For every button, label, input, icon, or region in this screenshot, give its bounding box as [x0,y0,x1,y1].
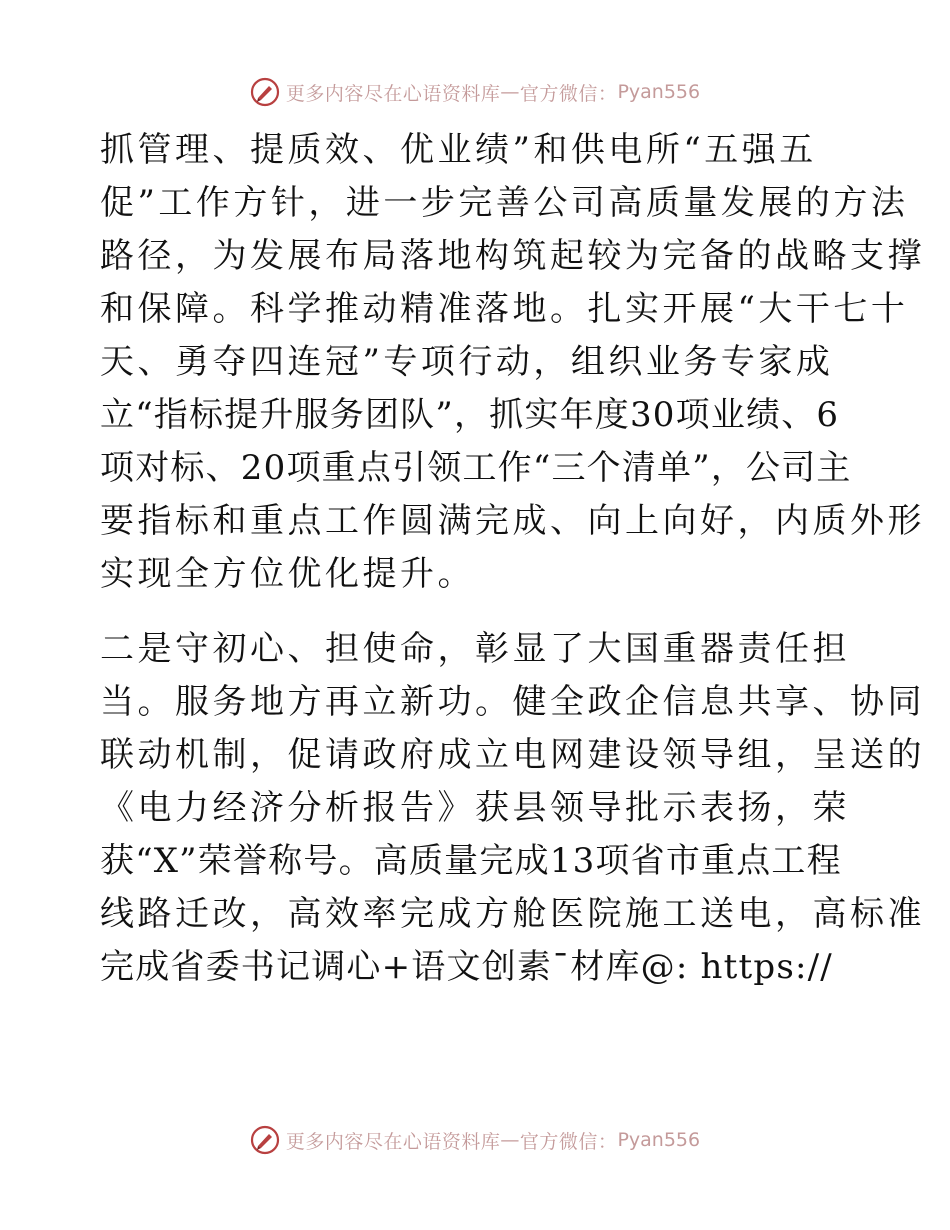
text-line: 要指标和重点工作圆满完成、向上向好，内质外形 [100,501,925,541]
header-banner-text: 更多内容尽在心语资料库 [285,82,501,105]
header-banner [0,72,950,112]
footer-official-label: 官方微信： [519,1130,618,1153]
text-line: 二是守初心、担使命，彰显了大国重器责任担 [100,629,850,669]
header-official-label: 官方微信： [519,82,618,105]
text-line: 和保障。科学推动精准落地。扎实开展“大干七十 [100,289,909,329]
footer-banner [0,1120,950,1160]
text-line: 联动机制，促请政府成立电网建设领导组，呈送的 [100,735,925,775]
header-banner-dash: — [500,81,520,103]
text-line: 获“X”荣誉称号。高质量完成13项省市重点工程 [100,841,842,881]
text-line: 线路迁改，高效率完成方舱医院施工送电，高标准 [100,894,925,934]
pen-logo-icon [250,1125,280,1155]
paragraph-1 [100,124,925,601]
paragraph-2 [100,623,925,994]
text-line: 立“指标提升服务团队”，抓实年度30项业绩、6 [100,395,840,435]
text-line: 实现全方位优化提升。 [100,554,475,594]
text-line: 当。服务地方再立新功。健全政企信息共享、协同 [100,682,925,722]
text-line: 抓管理、提质效、优业绩”和供电所“五强五 [100,130,817,170]
footer-banner-text: 更多内容尽在心语资料库 [285,1130,501,1153]
document-body [100,124,925,994]
text-line: 项对标、20项重点引领工作“三个清单”，公司主 [100,448,852,488]
text-line: 完成省委书记调心+语文创素¯材库@: https:// [100,947,833,987]
text-line: 天、勇夺四连冠”专项行动，组织业务专家成 [100,342,834,382]
header-wechat-id: Pyan556 [617,81,701,103]
text-line: 路径，为发展布局落地构筑起较为完备的战略支撑 [100,236,925,276]
footer-banner-dash: — [500,1129,520,1151]
text-line: 促”工作方针，进一步完善公司高质量发展的方法 [100,183,909,223]
pen-logo-icon [250,77,280,107]
text-line: 《电力经济分析报告》获县领导批示表扬，荣 [100,788,850,828]
footer-wechat-id: Pyan556 [617,1129,701,1151]
